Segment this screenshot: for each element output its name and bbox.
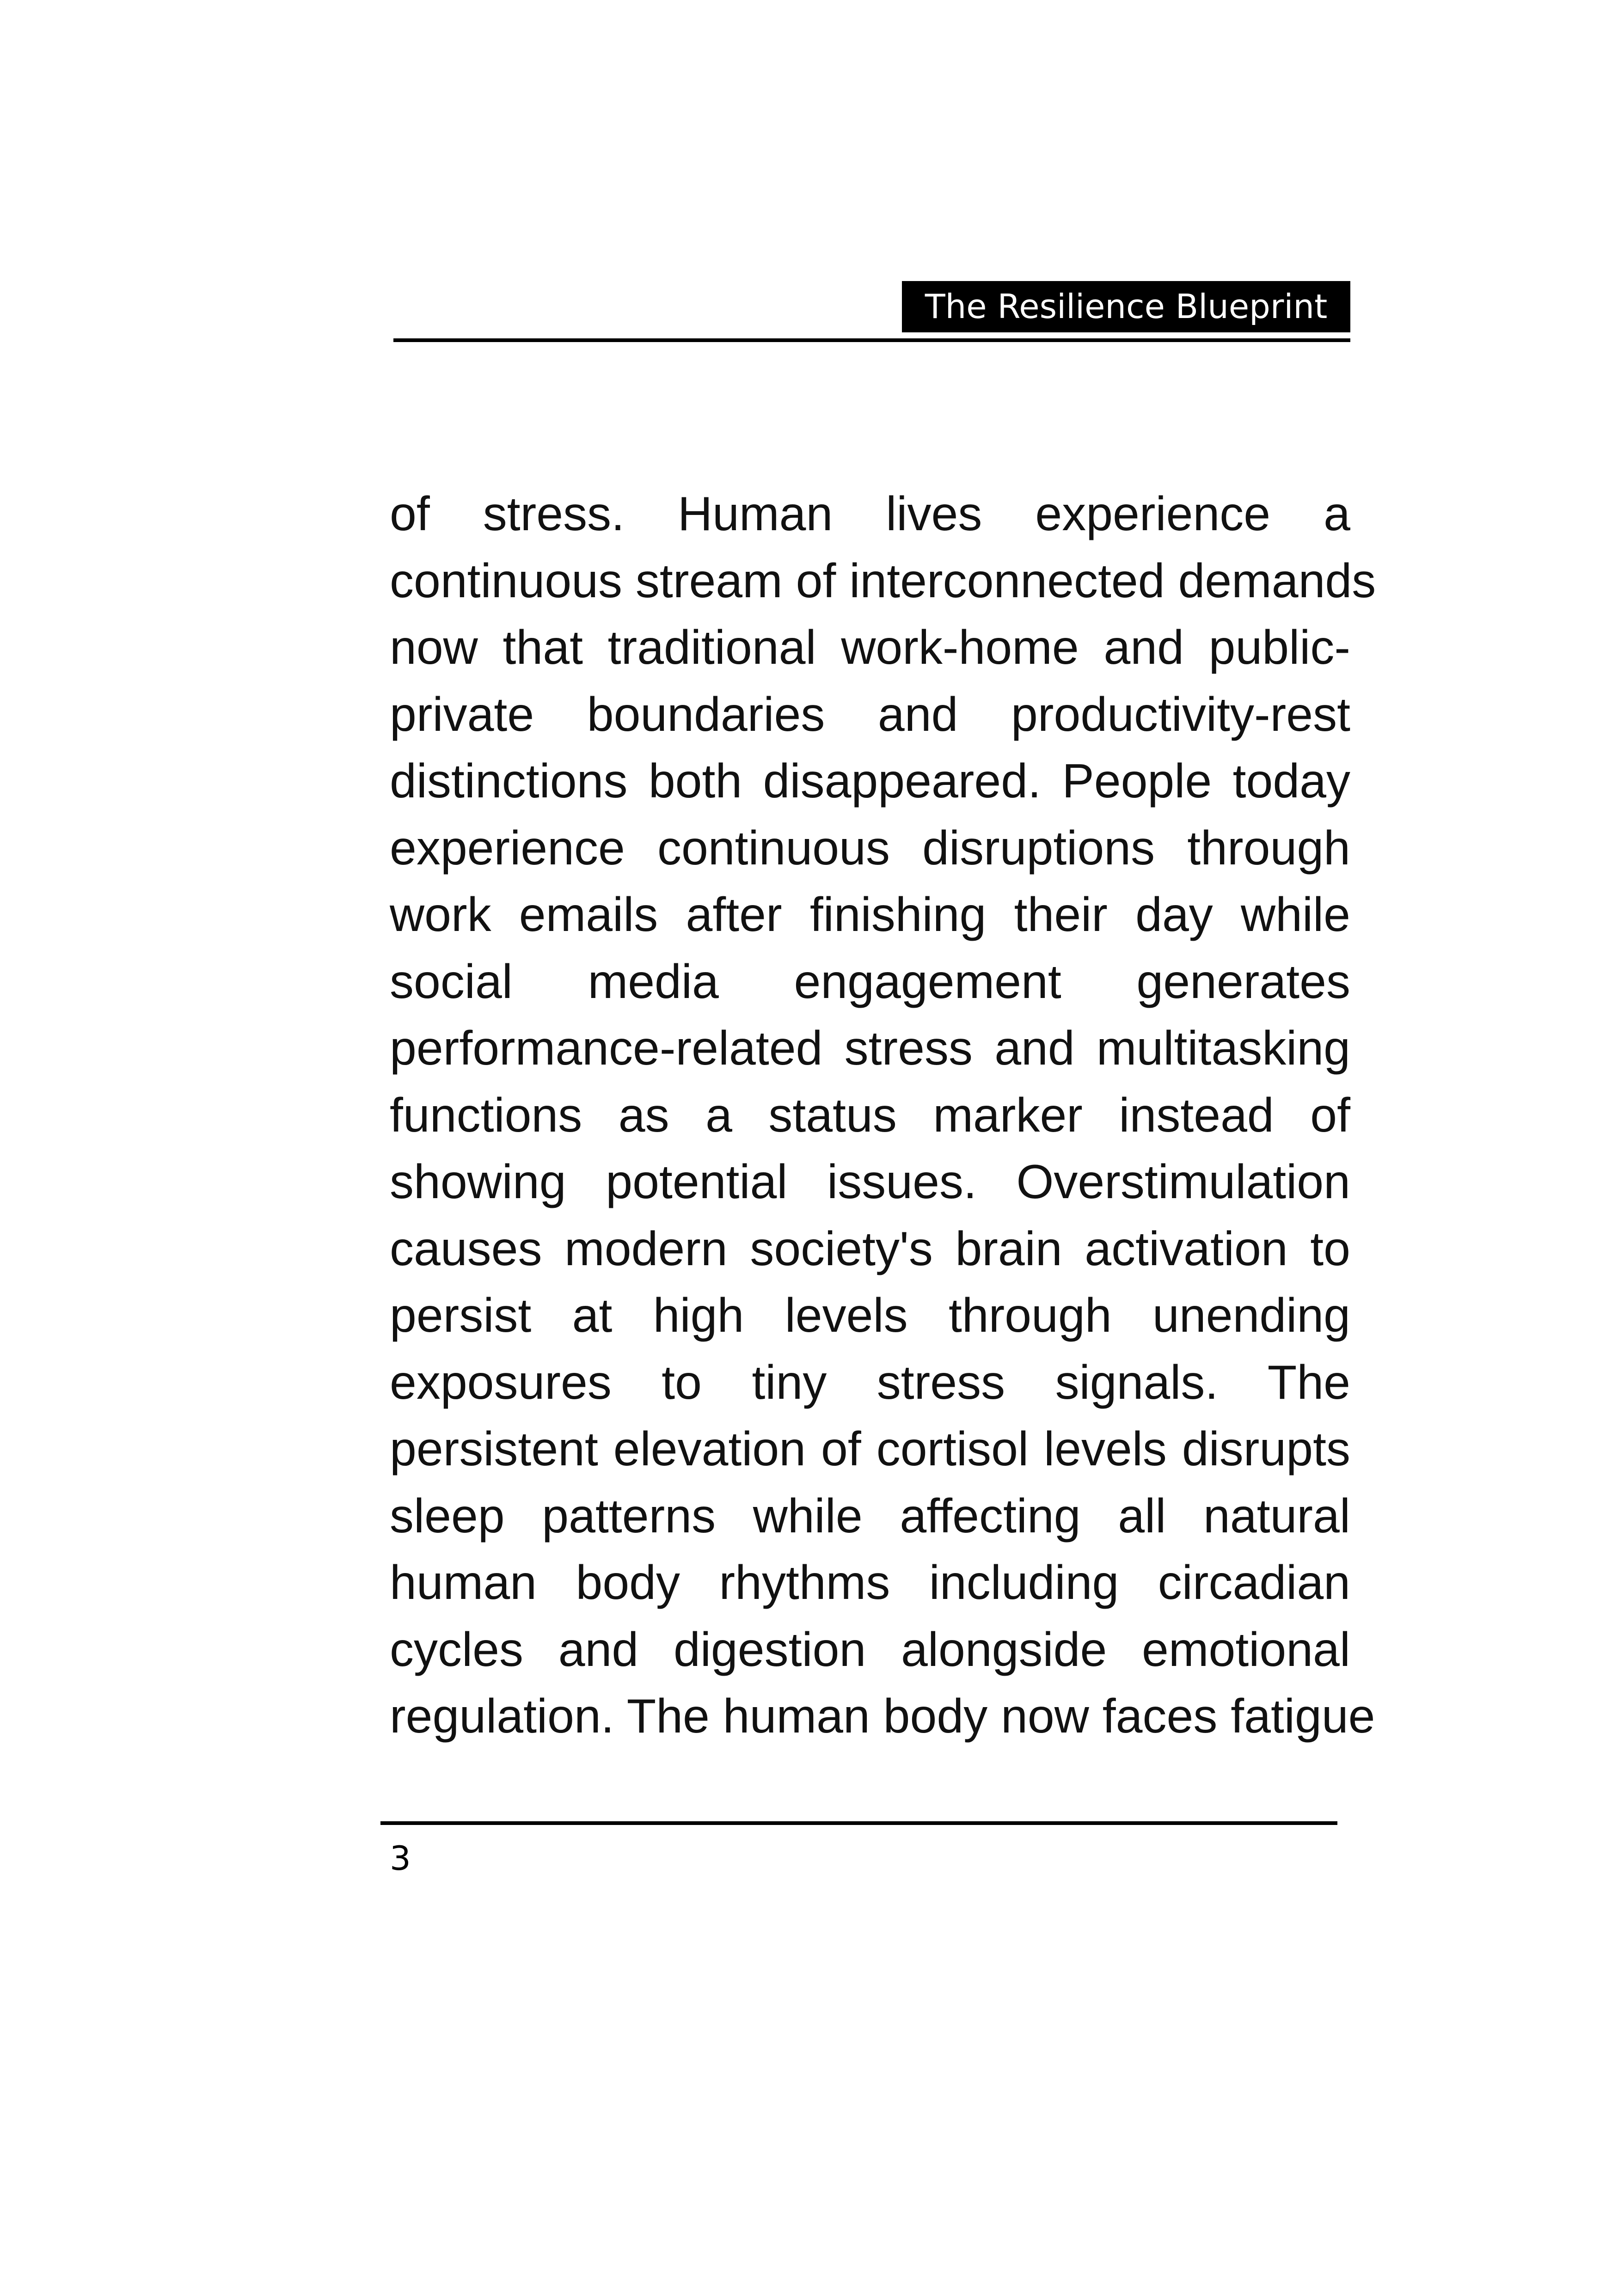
text-line: sleep patterns while affecting all natural [390,1489,1350,1543]
header-rule [393,338,1350,342]
text-line: distinctions both disappeared. People today [390,754,1350,808]
body-paragraph [390,481,1376,1750]
footer-rule [380,1821,1337,1825]
text-line: now that traditional work-home and public- [390,621,1350,674]
text-line: of stress. Human lives experience a [390,487,1350,541]
text-line: exposures to tiny stress signals. The [390,1355,1350,1409]
text-line: social media engagement generates [390,955,1350,1009]
text-line: work emails after finishing their day while [390,888,1350,942]
page-number: 3 [390,1839,411,1878]
text-line: persistent elevation of cortisol levels disrupts [390,1422,1350,1476]
text-line: showing potential issues. Overstimulation [390,1155,1350,1209]
text-line: performance-related stress and multitasking [390,1022,1350,1075]
text-line: continuous stream of interconnected demands [390,554,1376,608]
text-line: experience continuous disruptions through [390,821,1350,875]
text-line: persist at high levels through unending [390,1289,1350,1342]
text-line: regulation. The human body now faces fatigue [390,1690,1375,1743]
running-header-title: The Resilience Blueprint [902,281,1350,332]
text-line: causes modern society's brain activation to [390,1222,1350,1276]
text-line: functions as a status marker instead of [390,1088,1350,1142]
text-line: human body rhythms including circadian [390,1556,1350,1610]
text-line: private boundaries and productivity-rest [390,687,1350,741]
text-line: cycles and digestion alongside emotional [390,1623,1350,1677]
